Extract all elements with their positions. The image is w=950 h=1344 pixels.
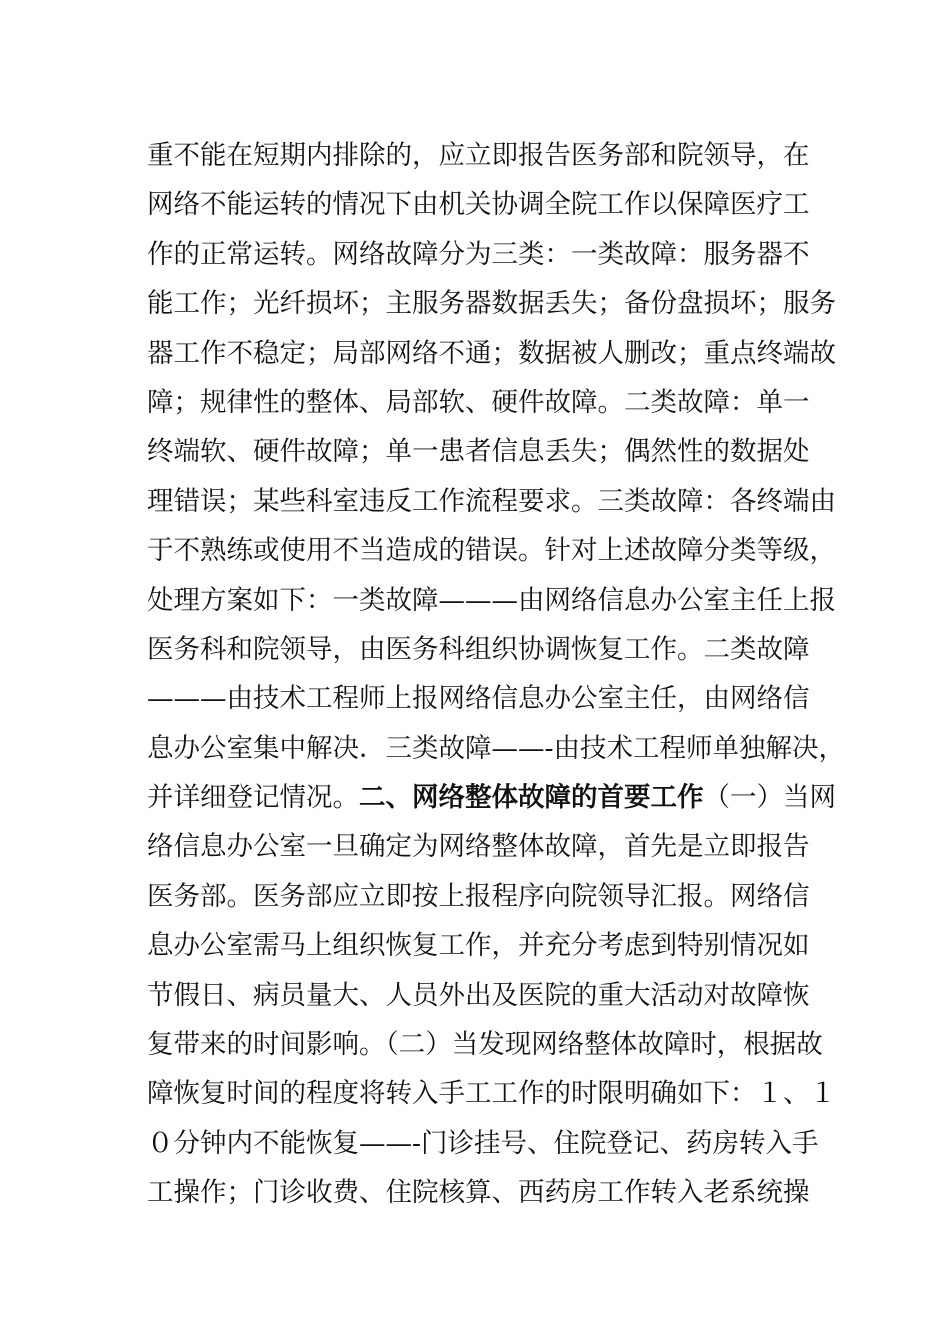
text-segment: 并详细登记情况。 bbox=[147, 782, 359, 814]
text-line: 医务科和院领导，由医务科组织协调恢复工作。二类故障 bbox=[147, 633, 810, 665]
text-line-with-heading bbox=[147, 773, 836, 822]
text-line: 重不能在短期内排除的，应立即报告医务部和院领导，在 bbox=[147, 140, 810, 171]
text-line: ０分钟内不能恢复——-门诊挂号、住院登记、药房转入手 bbox=[147, 1127, 819, 1159]
text-line: 节假日、病员量大、人员外出及医院的重大活动对故障恢 bbox=[147, 979, 810, 1011]
text-line: 医务部。医务部应立即按上报程序向院领导汇报。网络信 bbox=[147, 880, 810, 912]
body-text bbox=[147, 131, 845, 1218]
text-line: 终端软、硬件故障；单一患者信息丢失；偶然性的数据处 bbox=[147, 436, 810, 468]
text-line: 处理方案如下：一类故障———由网络信息办公室主任上报 bbox=[147, 584, 836, 616]
text-line: 器工作不稳定；局部网络不通；数据被人删改；重点终端故 bbox=[147, 337, 836, 369]
text-line: 障恢复时间的程度将转入手工工作的时限明确如下：１、１ bbox=[147, 1078, 836, 1110]
text-line: 障；规律性的整体、局部软、硬件故障。二类故障：单一 bbox=[147, 386, 810, 418]
text-line: 能工作；光纤损坏；主服务器数据丢失；备份盘损坏；服务 bbox=[147, 288, 836, 320]
text-segment: （一）当网 bbox=[703, 782, 836, 814]
text-line: 络信息办公室一旦确定为网络整体故障，首先是立即报告 bbox=[147, 831, 810, 863]
text-line: 复带来的时间影响。（二）当发现网络整体故障时，根据故 bbox=[147, 1029, 823, 1061]
text-line: 息办公室集中解决．三类故障——-由技术工程师单独解决， bbox=[147, 732, 845, 764]
text-line: 工操作；门诊收费、住院核算、西药房工作转入老系统操 bbox=[147, 1177, 810, 1209]
text-line: 息办公室需马上组织恢复工作，并充分考虑到特别情况如 bbox=[147, 930, 810, 962]
section-heading: 二、网络整体故障的首要工作 bbox=[359, 782, 704, 814]
text-line: 理错误；某些科室违反工作流程要求。三类故障：各终端由 bbox=[147, 485, 836, 517]
text-line: 网络不能运转的情况下由机关协调全院工作以保障医疗工 bbox=[147, 189, 810, 221]
text-line: ———由技术工程师上报网络信息办公室主任，由网络信 bbox=[147, 683, 810, 715]
text-line: 于不熟练或使用不当造成的错误。针对上述故障分类等级， bbox=[147, 535, 836, 567]
text-line: 作的正常运转。网络故障分为三类：一类故障：服务器不 bbox=[147, 238, 810, 270]
